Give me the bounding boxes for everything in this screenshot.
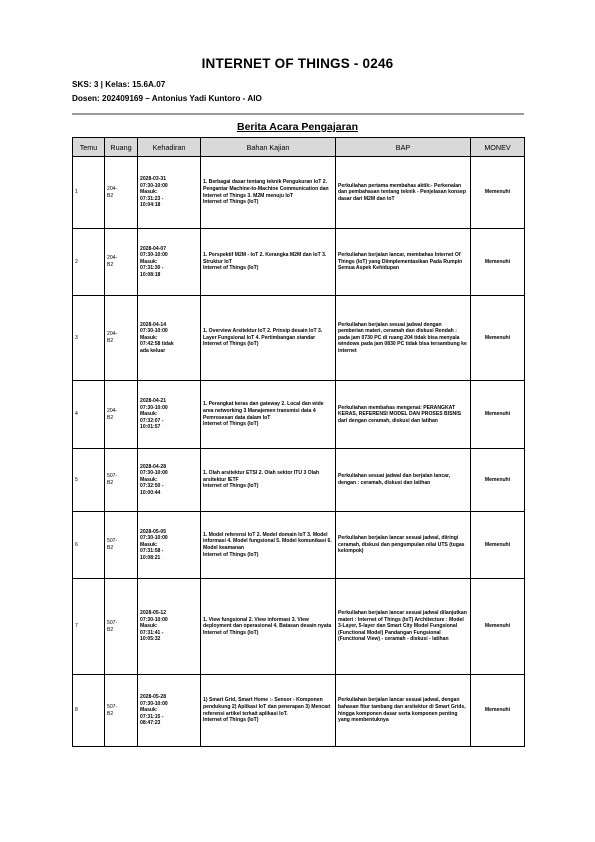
cell-monev: Memenuhi: [471, 579, 525, 675]
cell-bap: Perkuliahan berjalan sesuai jadwal dengan pemberian materi, ceramah dan diskusi Rendah : pada jam 0730 PC di ruang 204 tidak bisa menyala windows pada jam 0830 PC tidak bisa tersambung ke internet: [336, 296, 471, 381]
cell-ruang: 507- B2: [105, 579, 138, 675]
cell-bahan-kajian: 1. Model referensi IoT 2. Model domain IoT 3. Model informasi 4. Model fungsional 5. Model komunikasi 6. Model keamanan Internet of Things (IoT): [201, 512, 336, 579]
table-row: [73, 296, 525, 381]
cell-bahan-kajian: 1. View fungsional 2. View informasi 3. View deployment dan operasional 4. Batasan desain nyata Internet of Things (IoT): [201, 579, 336, 675]
cell-bap: Perkuliahan berjalan lancar sesuai jadwal, dengan bahasan fitur tambang dan arsitektur di Smart Grids, hingga komponen dasar serta komponen penting yang membentuknya: [336, 675, 471, 747]
cell-bahan-kajian: 1. Overview Arsitektur IoT 2. Prinsip desain IoT 3. Layer Fungsional IoT 4. Pertimbangan standar Internet of Things (IoT): [201, 296, 336, 381]
section-title-text: Berita Acara Pengajaran: [236, 121, 358, 133]
cell-temu: 8: [73, 675, 105, 747]
cell-monev: Memenuhi: [471, 157, 525, 229]
cell-bap: Perkuliahan sesuai jadwal dan berjalan lancar, dengan : ceramah, diskusi dan latihan: [336, 449, 471, 512]
cell-monev: Memenuhi: [471, 512, 525, 579]
cell-ruang: 507- B2: [105, 675, 138, 747]
cell-temu: 1: [73, 157, 105, 229]
cell-ruang: 507- B2: [105, 512, 138, 579]
course-meta-sks-kelas: SKS: 3 | Kelas: 15.6A.07: [72, 80, 166, 89]
header-divider: [72, 113, 524, 115]
cell-kehadiran: 2028-04-21 07:30-10:00 Masuk: 07:32:07 - 10:01:57: [138, 381, 201, 449]
col-header-bap: BAP: [336, 138, 471, 157]
cell-bahan-kajian: 1. Perangkat keras dan gateway 2. Local dan wide area networking 3 Manajemen transmisi data 4 Pemrosesan data dalam IoT Internet of Things (IoT): [201, 381, 336, 449]
cell-temu: 4: [73, 381, 105, 449]
cell-bap: Perkuliahan berjalan lancar, membahas Internet Of Things (IoT) yang Diimplementasikan Pada Rumpin Semua Aspek Kehidupan: [336, 229, 471, 296]
col-header-kehadiran: Kehadiran: [138, 138, 201, 157]
cell-monev: Memenuhi: [471, 675, 525, 747]
cell-monev: Memenuhi: [471, 381, 525, 449]
course-meta-dosen: Dosen: 202409169 – Antonius Yadi Kuntoro - AIO: [72, 94, 262, 103]
cell-ruang: 204- B2: [105, 381, 138, 449]
cell-kehadiran: 2028-04-28 07:30-10:00 Masuk: 07:32:50 - 10:00:44: [138, 449, 201, 512]
cell-ruang: 204- B2: [105, 157, 138, 229]
cell-temu: 5: [73, 449, 105, 512]
cell-ruang: 204- B2: [105, 229, 138, 296]
section-title: [0, 121, 595, 133]
col-header-temu: Temu: [73, 138, 105, 157]
cell-ruang: 507- B2: [105, 449, 138, 512]
cell-bahan-kajian: 1. Perspektif M2M - IoT 2. Kerangka M2M dan IoT 3. Struktur IoT Internet of Things (IoT): [201, 229, 336, 296]
table-row: [73, 157, 525, 229]
cell-kehadiran: 2028-05-12 07:30-10:00 Masuk: 07:31:41 - 10:05:32: [138, 579, 201, 675]
cell-monev: Memenuhi: [471, 229, 525, 296]
table-row: [73, 579, 525, 675]
cell-bap: Perkuliahan pertama membahas aktik:- Perkenalan dan pembahasan tentang teknik - Penjelasan konsep dasar dari M2M dan IoT: [336, 157, 471, 229]
cell-kehadiran: 2028-04-14 07:30-10:00 Masuk: 07:42:58 tidak ada keluar: [138, 296, 201, 381]
cell-bahan-kajian: 1. Olah arsitektur ETSI 2. Olah sektor ITU 3 Olah arsitektur IETF Internet of Things (IoT): [201, 449, 336, 512]
cell-monev: Memenuhi: [471, 449, 525, 512]
table-row: [73, 449, 525, 512]
col-header-ruang: Ruang: [105, 138, 138, 157]
table-row: [73, 381, 525, 449]
table-header-row: [73, 138, 525, 157]
cell-kehadiran: 2028-04-07 07:30-10:00 Masuk: 07:31:30 - 10:08:18: [138, 229, 201, 296]
cell-bap: Perkuliahan berjalan lancar sesuai jadwal, diiringi ceramah, diskusi dan pengumpulan nilai UTS (tugas kelompok): [336, 512, 471, 579]
cell-kehadiran: 2028-05-05 07:30-10:00 Masuk: 07:31:58 - 10:08:21: [138, 512, 201, 579]
course-title: INTERNET OF THINGS - 0246: [201, 56, 394, 71]
cell-ruang: 204- B2: [105, 296, 138, 381]
cell-kehadiran: 2028-05-28 07:30-10:00 Masuk: 07:31:15 - 08:47:23: [138, 675, 201, 747]
table-row: [73, 675, 525, 747]
cell-temu: 3: [73, 296, 105, 381]
cell-bahan-kajian: 1) Smart Grid, Smart Home :- Sensor - Komponen pendukung 2) Aplikasi IoT dan penerapan 3) Mencari referensi artikel terkait aplikasi IoT. Internet of Things (IoT): [201, 675, 336, 747]
cell-bap: Perkuliahan berjalan lancar sesuai jadwal dilanjutkan materi : Internet of Things (IoT) Architecture : Model 3-Layer, 5-layer dan Smart City Model Fungsional (Functional Model) Pandangan Fungsional (Functional View) - ceramah - diskusi - latihan: [336, 579, 471, 675]
col-header-bahan-kajian: Bahan Kajian: [201, 138, 336, 157]
col-header-monev: MONEV: [471, 138, 525, 157]
cell-temu: 6: [73, 512, 105, 579]
cell-bahan-kajian: 1. Berbagai dasar tentang teknik Pengukuran IoT 2. Pengantar Machine-to-Machine Communication dan Internet of Things 3. M2M menuju IoT Internet of Things (IoT): [201, 157, 336, 229]
cell-kehadiran: 2028-03-31 07:30-10:00 Masuk: 07:31:23 - 10:04:18: [138, 157, 201, 229]
table-row: [73, 512, 525, 579]
cell-temu: 7: [73, 579, 105, 675]
cell-bap: Perkuliahan membahas mengenai: PERANGKAT KERAS, REFERENSI MODEL DAN PROSES BISNIS dari dengan ceramah, diskusi dan latihan: [336, 381, 471, 449]
cell-monev: Memenuhi: [471, 296, 525, 381]
cell-temu: 2: [73, 229, 105, 296]
table-row: [73, 229, 525, 296]
bap-table: [72, 137, 525, 747]
